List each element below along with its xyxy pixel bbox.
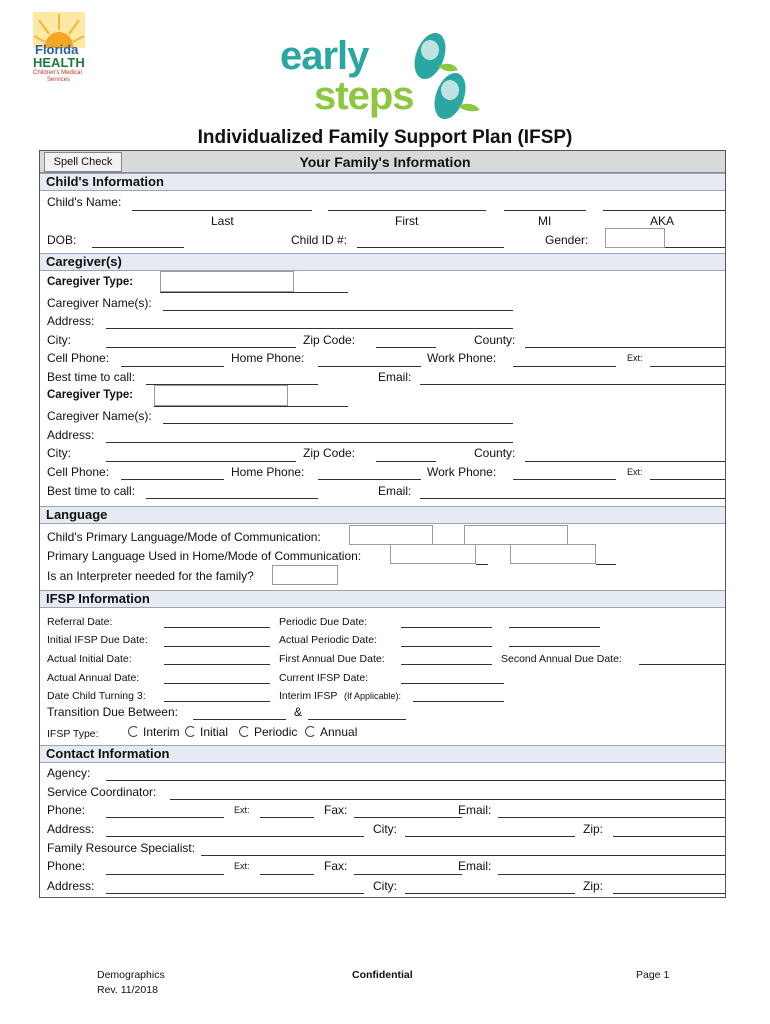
- radio-interim[interactable]: [128, 725, 180, 739]
- frs-field[interactable]: [201, 855, 725, 856]
- phone-label-2: Phone:: [47, 859, 86, 873]
- radio-periodic[interactable]: [239, 725, 297, 739]
- email-field-2[interactable]: [420, 498, 725, 499]
- county-field-2[interactable]: [525, 461, 725, 462]
- periodic-due-field-2[interactable]: [509, 627, 600, 628]
- logo-text-early: early: [280, 34, 369, 78]
- second-annual-field[interactable]: [639, 664, 725, 665]
- interim-ifsp-field[interactable]: [413, 701, 504, 702]
- home-primary-language-label: Primary Language Used in Home/Mode of Communication:: [47, 549, 362, 563]
- section-ifsp-info: IFSP Information: [40, 590, 725, 608]
- ext-label-c2: Ext:: [234, 861, 250, 871]
- zip-label-2: Zip Code:: [303, 446, 356, 460]
- email-field-1[interactable]: [420, 384, 725, 385]
- phone-label-1: Phone:: [47, 803, 86, 817]
- logo-text-cms: Children's Medical: [33, 70, 82, 76]
- transition-start-field[interactable]: [193, 719, 286, 720]
- city-label-c2: City:: [373, 879, 397, 893]
- zip-field-1[interactable]: [376, 347, 436, 348]
- caregiver-type-underline-2: [154, 406, 348, 407]
- email-field-c1[interactable]: [498, 817, 725, 818]
- actual-annual-label: Actual Annual Date:: [47, 672, 140, 684]
- radio-interim-label: Interim: [143, 725, 180, 739]
- home-phone-field-2[interactable]: [318, 479, 421, 480]
- first-annual-field[interactable]: [401, 664, 492, 665]
- radio-circle-icon: [239, 726, 250, 737]
- periodic-due-label: Periodic Due Date:: [279, 616, 368, 628]
- section-language: Language: [40, 506, 725, 524]
- ext-field-c1[interactable]: [260, 817, 314, 818]
- actual-initial-label: Actual Initial Date:: [47, 653, 132, 665]
- florida-health-logo: [33, 12, 85, 88]
- work-phone-label-1: Work Phone:: [427, 351, 497, 365]
- ext-field-2[interactable]: [650, 479, 725, 480]
- interpreter-label: Is an Interpreter needed for the family?: [47, 569, 254, 583]
- radio-circle-icon: [305, 726, 316, 737]
- radio-circle-icon: [128, 726, 139, 737]
- home-phone-label-2: Home Phone:: [231, 465, 305, 479]
- actual-periodic-field-2[interactable]: [509, 646, 600, 647]
- radio-circle-icon: [185, 726, 196, 737]
- transition-amp: &: [294, 705, 303, 719]
- last-name-field[interactable]: [132, 210, 312, 211]
- caregiver-type-select-1[interactable]: [160, 271, 294, 292]
- page-title: Individualized Family Support Plan (IFSP): [197, 127, 573, 148]
- phone-field-2[interactable]: [106, 874, 224, 875]
- early-steps-logo: [280, 26, 490, 131]
- gender-underline: [665, 247, 725, 248]
- city-field-c1[interactable]: [405, 836, 575, 837]
- ext-label-1: Ext:: [627, 353, 643, 363]
- ifsp-type-label: IFSP Type:: [47, 728, 99, 740]
- caregiver-names-field-2[interactable]: [163, 423, 513, 424]
- radio-annual[interactable]: [305, 725, 357, 739]
- zip-label-c1: Zip:: [583, 822, 604, 836]
- cell-phone-label-1: Cell Phone:: [47, 351, 110, 365]
- child-language-select[interactable]: [349, 525, 433, 545]
- first-label: First: [395, 214, 419, 228]
- zip-label-c2: Zip:: [583, 879, 604, 893]
- child-id-label: Child ID #:: [291, 233, 348, 247]
- logo-text-florida: Florida: [35, 42, 79, 57]
- current-ifsp-field[interactable]: [401, 683, 504, 684]
- address-label-1: Address:: [47, 314, 95, 328]
- county-label-1: County:: [474, 333, 516, 347]
- dob-field[interactable]: [92, 247, 184, 248]
- home-phone-label-1: Home Phone:: [231, 351, 305, 365]
- home-phone-field-1[interactable]: [318, 366, 421, 367]
- caregiver-names-label-2: Caregiver Name(s):: [47, 409, 152, 423]
- baby-shoes-icon: [408, 26, 488, 126]
- home-language-underline: [476, 564, 488, 565]
- ext-field-c2[interactable]: [260, 874, 314, 875]
- second-annual-label: Second Annual Due Date:: [501, 653, 622, 665]
- actual-annual-field[interactable]: [164, 683, 270, 684]
- county-field-1[interactable]: [525, 347, 725, 348]
- best-time-label-1: Best time to call:: [47, 370, 136, 384]
- agency-field[interactable]: [106, 780, 725, 781]
- work-phone-field-1[interactable]: [513, 366, 616, 367]
- initial-due-field[interactable]: [164, 646, 270, 647]
- email-label-1: Email:: [378, 370, 412, 384]
- periodic-due-field-1[interactable]: [401, 627, 492, 628]
- service-coordinator-label: Service Coordinator:: [47, 785, 157, 799]
- last-label: Last: [211, 214, 234, 228]
- actual-initial-field[interactable]: [164, 664, 270, 665]
- section-caregivers: Caregiver(s): [40, 253, 725, 271]
- transition-end-field[interactable]: [308, 719, 406, 720]
- address-label-2: Address:: [47, 428, 95, 442]
- caregiver-type-label-2: Caregiver Type:: [47, 389, 134, 401]
- phone-field-1[interactable]: [106, 817, 224, 818]
- actual-periodic-label: Actual Periodic Date:: [279, 634, 378, 646]
- current-ifsp-label: Current IFSP Date:: [279, 672, 369, 684]
- work-phone-label-2: Work Phone:: [427, 465, 497, 479]
- address-field-2[interactable]: [106, 442, 513, 443]
- cell-phone-label-2: Cell Phone:: [47, 465, 110, 479]
- child-id-field[interactable]: [357, 247, 504, 248]
- address-field-c2[interactable]: [106, 893, 364, 894]
- caregiver-names-label-1: Caregiver Name(s):: [47, 296, 152, 310]
- city-label-1: City:: [47, 333, 71, 347]
- caregiver-type-underline-1: [160, 292, 348, 293]
- footer-page-number: Page 1: [636, 969, 670, 981]
- address-label-c2: Address:: [47, 879, 95, 893]
- logo-text-health: HEALTH: [33, 55, 85, 70]
- initial-due-label: Initial IFSP Due Date:: [47, 634, 148, 646]
- cell-phone-field-2[interactable]: [121, 479, 224, 480]
- caregiver-type-select-2[interactable]: [154, 385, 288, 406]
- child-mode-select[interactable]: [464, 525, 568, 545]
- fax-label-2: Fax:: [324, 859, 348, 873]
- ext-label-c1: Ext:: [234, 805, 250, 815]
- interim-ifsp-label: Interim IFSP: [279, 690, 338, 702]
- city-label-2: City:: [47, 446, 71, 460]
- logo-text-steps: steps: [314, 74, 414, 118]
- ext-label-2: Ext:: [627, 467, 643, 477]
- first-annual-label: First Annual Due Date:: [279, 653, 385, 665]
- gender-label: Gender:: [545, 233, 589, 247]
- radio-initial[interactable]: [185, 725, 228, 739]
- caregiver-names-field-1[interactable]: [163, 310, 513, 311]
- radio-initial-label: Initial: [200, 725, 229, 739]
- aka-label: AKA: [650, 214, 675, 228]
- footer-confidential: Confidential: [352, 969, 413, 981]
- city-label-c1: City:: [373, 822, 397, 836]
- address-field-c1[interactable]: [106, 836, 364, 837]
- actual-periodic-field-1[interactable]: [401, 646, 492, 647]
- email-label-c1: Email:: [458, 803, 492, 817]
- dob-label: DOB:: [47, 233, 77, 247]
- logo-text-services: Services: [47, 77, 71, 83]
- zip-field-2[interactable]: [376, 461, 436, 462]
- gender-select[interactable]: [605, 228, 665, 248]
- interpreter-select[interactable]: [272, 565, 338, 585]
- zip-field-c2[interactable]: [613, 893, 725, 894]
- referral-date-field[interactable]: [164, 627, 270, 628]
- section-child-info: Child's Information: [40, 173, 725, 191]
- agency-label: Agency:: [47, 766, 91, 780]
- address-field-1[interactable]: [106, 328, 513, 329]
- county-label-2: County:: [474, 446, 516, 460]
- mi-field[interactable]: [504, 210, 586, 211]
- best-time-label-2: Best time to call:: [47, 484, 136, 498]
- service-coordinator-field[interactable]: [170, 799, 725, 800]
- fax-field-2[interactable]: [354, 874, 462, 875]
- city-field-c2[interactable]: [405, 893, 575, 894]
- email-label-2: Email:: [378, 484, 412, 498]
- turning3-field[interactable]: [164, 701, 270, 702]
- turning3-label: Date Child Turning 3:: [47, 690, 146, 702]
- mi-label: MI: [538, 214, 552, 228]
- banner-title: Your Family's Information: [299, 154, 471, 170]
- radio-periodic-label: Periodic: [254, 725, 298, 739]
- aka-field[interactable]: [603, 210, 725, 211]
- radio-annual-label: Annual: [320, 725, 358, 739]
- city-field-1[interactable]: [106, 347, 296, 348]
- transition-label: Transition Due Between:: [47, 705, 178, 719]
- ext-field-1[interactable]: [650, 366, 725, 367]
- fax-label-1: Fax:: [324, 803, 348, 817]
- childs-name-label: Child's Name:: [47, 195, 122, 209]
- footer-demographics: Demographics: [97, 969, 165, 981]
- email-label-c2: Email:: [458, 859, 492, 873]
- fax-field-1[interactable]: [354, 817, 462, 818]
- footer-revision: Rev. 11/2018: [97, 984, 158, 996]
- child-primary-language-label: Child's Primary Language/Mode of Communication:: [47, 530, 321, 544]
- email-field-c2[interactable]: [498, 874, 725, 875]
- home-mode-select[interactable]: [510, 544, 596, 564]
- if-applicable-label: (If Applicable):: [344, 691, 402, 701]
- cell-phone-field-1[interactable]: [121, 366, 224, 367]
- city-field-2[interactable]: [106, 461, 296, 462]
- home-language-select[interactable]: [390, 544, 476, 564]
- zip-field-c1[interactable]: [613, 836, 725, 837]
- work-phone-field-2[interactable]: [513, 479, 616, 480]
- referral-date-label: Referral Date:: [47, 616, 113, 628]
- section-contact-info: Contact Information: [40, 745, 725, 763]
- home-mode-underline: [596, 564, 616, 565]
- first-name-field[interactable]: [328, 210, 486, 211]
- zip-label-1: Zip Code:: [303, 333, 356, 347]
- frs-label: Family Resource Specialist:: [47, 841, 196, 855]
- best-time-field-2[interactable]: [146, 498, 318, 499]
- spell-check-button[interactable]: Spell Check: [44, 152, 122, 172]
- address-label-c1: Address:: [47, 822, 95, 836]
- caregiver-type-label-1: Caregiver Type:: [47, 276, 134, 288]
